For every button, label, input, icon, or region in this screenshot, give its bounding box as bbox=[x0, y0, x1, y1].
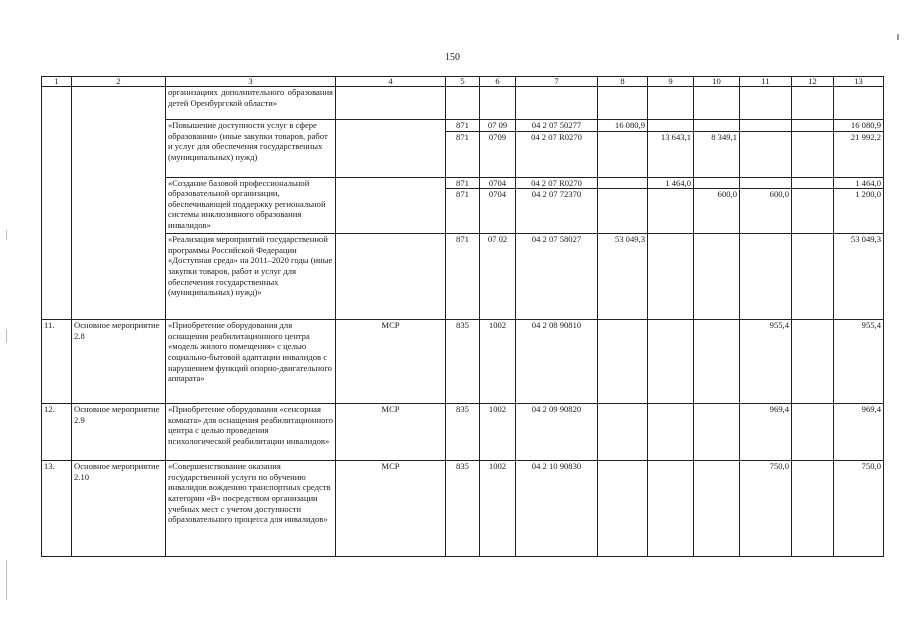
section-code: 07 02 bbox=[480, 234, 516, 320]
column-header: 5 bbox=[446, 77, 480, 87]
amount bbox=[598, 320, 648, 404]
measure-description: «Приобретение оборудования «сенсорная комната» для оснащения реабилитационного центра с целью проведения психологической реабилитации инвалидов» bbox=[166, 404, 336, 461]
amount bbox=[740, 87, 792, 120]
measure-name: Основное мероприятие 2.9 bbox=[72, 404, 166, 461]
column-number-row bbox=[42, 77, 884, 87]
total-amount: 969,4 bbox=[834, 404, 884, 461]
section-code: 1002 bbox=[480, 461, 516, 557]
executor: МСР bbox=[336, 404, 446, 461]
amount bbox=[792, 234, 834, 320]
amount bbox=[792, 404, 834, 461]
column-header: 12 bbox=[792, 77, 834, 87]
measure-description: «Совершенствование оказания государственной услуги по обучению инвалидов вождению транспортных средств категории «В» посредством организации учебных мест с учетом доступности образовательного процесса для инвалидов» bbox=[166, 461, 336, 557]
amount bbox=[792, 320, 834, 404]
amount: 600,0 bbox=[740, 189, 792, 234]
measure-description: «Реализация мероприятий государственной программы Российской Федерации «Доступная среда» на 2011–2020 годы (иные закупки товаров, работ и услуг для обеспечения государственных (муниципальных) нужд)» bbox=[166, 234, 336, 320]
total-amount bbox=[834, 87, 884, 120]
row-number: 13. bbox=[42, 461, 72, 557]
amount bbox=[694, 320, 740, 404]
grbs-code: 871 bbox=[446, 131, 480, 177]
amount bbox=[648, 234, 694, 320]
table-row bbox=[42, 234, 884, 320]
amount: 750,0 bbox=[740, 461, 792, 557]
amount bbox=[792, 189, 834, 234]
amount bbox=[740, 234, 792, 320]
column-header: 13 bbox=[834, 77, 884, 87]
amount bbox=[792, 461, 834, 557]
executor bbox=[336, 87, 446, 120]
amount: 8 349,1 bbox=[694, 131, 740, 177]
total-amount: 21 992,2 bbox=[834, 131, 884, 177]
amount bbox=[694, 120, 740, 132]
grbs-code: 835 bbox=[446, 320, 480, 404]
grbs-code bbox=[446, 87, 480, 120]
total-amount: 750,0 bbox=[834, 461, 884, 557]
amount bbox=[598, 189, 648, 234]
table-row bbox=[42, 177, 884, 189]
measure-description: «Приобретение оборудования для оснащения реабилитационного центра «модель жилого помещения» с целью социально-бытовой адаптации инвалидов с нарушением функций опорно-двигательного аппарата» bbox=[166, 320, 336, 404]
amount bbox=[648, 404, 694, 461]
amount bbox=[694, 177, 740, 189]
budget-table bbox=[41, 76, 884, 557]
measure-name bbox=[72, 87, 166, 120]
measure-description: «Повышение доступности услуг в сфере образования» (иные закупки товаров, работ и услуг для обеспечения государственных (муниципальных) нужд) bbox=[166, 120, 336, 178]
grbs-code: 835 bbox=[446, 461, 480, 557]
column-header: 4 bbox=[336, 77, 446, 87]
amount bbox=[648, 120, 694, 132]
section-code: 0704 bbox=[480, 189, 516, 234]
amount bbox=[792, 87, 834, 120]
column-header: 2 bbox=[72, 77, 166, 87]
target-code: 04 2 08 90810 bbox=[516, 320, 598, 404]
amount bbox=[740, 177, 792, 189]
row-number bbox=[42, 177, 72, 234]
executor bbox=[336, 234, 446, 320]
executor: МСР bbox=[336, 320, 446, 404]
section-code: 0704 bbox=[480, 177, 516, 189]
scan-edge-mark bbox=[6, 560, 7, 600]
executor bbox=[336, 177, 446, 234]
measure-name: Основное мероприятие 2.8 bbox=[72, 320, 166, 404]
amount: 13 643,1 bbox=[648, 131, 694, 177]
total-amount: 955,4 bbox=[834, 320, 884, 404]
target-code: 04 2 10 90830 bbox=[516, 461, 598, 557]
amount bbox=[598, 177, 648, 189]
amount bbox=[694, 234, 740, 320]
column-header: 11 bbox=[740, 77, 792, 87]
column-header: 8 bbox=[598, 77, 648, 87]
amount bbox=[740, 131, 792, 177]
grbs-code: 871 bbox=[446, 120, 480, 132]
amount: 969,4 bbox=[740, 404, 792, 461]
amount: 600,0 bbox=[694, 189, 740, 234]
amount: 1 464,0 bbox=[648, 177, 694, 189]
scan-edge-mark bbox=[6, 230, 7, 240]
table-row bbox=[42, 87, 884, 120]
amount bbox=[598, 404, 648, 461]
grbs-code: 871 bbox=[446, 189, 480, 234]
grbs-code: 835 bbox=[446, 404, 480, 461]
row-number: 11. bbox=[42, 320, 72, 404]
measure-description: «Создание базовой профессиональной образовательной организации, обеспечивающей поддержку региональной системы инклюзивного образования инвалидов» bbox=[166, 177, 336, 234]
amount bbox=[792, 120, 834, 132]
measure-name bbox=[72, 177, 166, 234]
measure-name bbox=[72, 234, 166, 320]
executor bbox=[336, 120, 446, 178]
amount bbox=[694, 87, 740, 120]
target-code bbox=[516, 87, 598, 120]
section-code: 1002 bbox=[480, 404, 516, 461]
target-code: 04 2 07 72370 bbox=[516, 189, 598, 234]
scan-edge-mark bbox=[6, 330, 7, 342]
column-header: 3 bbox=[166, 77, 336, 87]
section-code bbox=[480, 87, 516, 120]
executor: МСР bbox=[336, 461, 446, 557]
section-code: 1002 bbox=[480, 320, 516, 404]
amount: 955,4 bbox=[740, 320, 792, 404]
row-number bbox=[42, 87, 72, 120]
column-header: 10 bbox=[694, 77, 740, 87]
row-number: 12. bbox=[42, 404, 72, 461]
amount: 16 080,9 bbox=[598, 120, 648, 132]
table-row bbox=[42, 120, 884, 132]
page-number: 150 bbox=[445, 52, 460, 63]
target-code: 04 2 07 R0270 bbox=[516, 177, 598, 189]
table-row bbox=[42, 404, 884, 461]
amount bbox=[648, 461, 694, 557]
amount bbox=[792, 177, 834, 189]
amount bbox=[740, 120, 792, 132]
column-header: 6 bbox=[480, 77, 516, 87]
amount bbox=[648, 320, 694, 404]
amount bbox=[598, 131, 648, 177]
target-code: 04 2 07 R0270 bbox=[516, 131, 598, 177]
row-number bbox=[42, 234, 72, 320]
grbs-code: 871 bbox=[446, 177, 480, 189]
column-header: 7 bbox=[516, 77, 598, 87]
amount bbox=[694, 404, 740, 461]
target-code: 04 2 07 58027 bbox=[516, 234, 598, 320]
amount bbox=[792, 131, 834, 177]
measure-description: организациях дополнительного образования детей Оренбургской области» bbox=[166, 87, 336, 120]
measure-name bbox=[72, 120, 166, 178]
section-code: 07 09 bbox=[480, 120, 516, 132]
total-amount: 16 080,9 bbox=[834, 120, 884, 132]
row-number bbox=[42, 120, 72, 178]
table-row bbox=[42, 461, 884, 557]
target-code: 04 2 07 50277 bbox=[516, 120, 598, 132]
table-row bbox=[42, 320, 884, 404]
scan-mark bbox=[897, 34, 899, 40]
column-header: 1 bbox=[42, 77, 72, 87]
amount bbox=[648, 189, 694, 234]
amount bbox=[648, 87, 694, 120]
amount bbox=[598, 461, 648, 557]
total-amount: 53 049,3 bbox=[834, 234, 884, 320]
measure-name: Основное мероприятие 2.10 bbox=[72, 461, 166, 557]
section-code: 0709 bbox=[480, 131, 516, 177]
target-code: 04 2 09 90820 bbox=[516, 404, 598, 461]
total-amount: 1 200,0 bbox=[834, 189, 884, 234]
column-header: 9 bbox=[648, 77, 694, 87]
total-amount: 1 464,0 bbox=[834, 177, 884, 189]
amount: 53 049,3 bbox=[598, 234, 648, 320]
amount bbox=[694, 461, 740, 557]
grbs-code: 871 bbox=[446, 234, 480, 320]
amount bbox=[598, 87, 648, 120]
